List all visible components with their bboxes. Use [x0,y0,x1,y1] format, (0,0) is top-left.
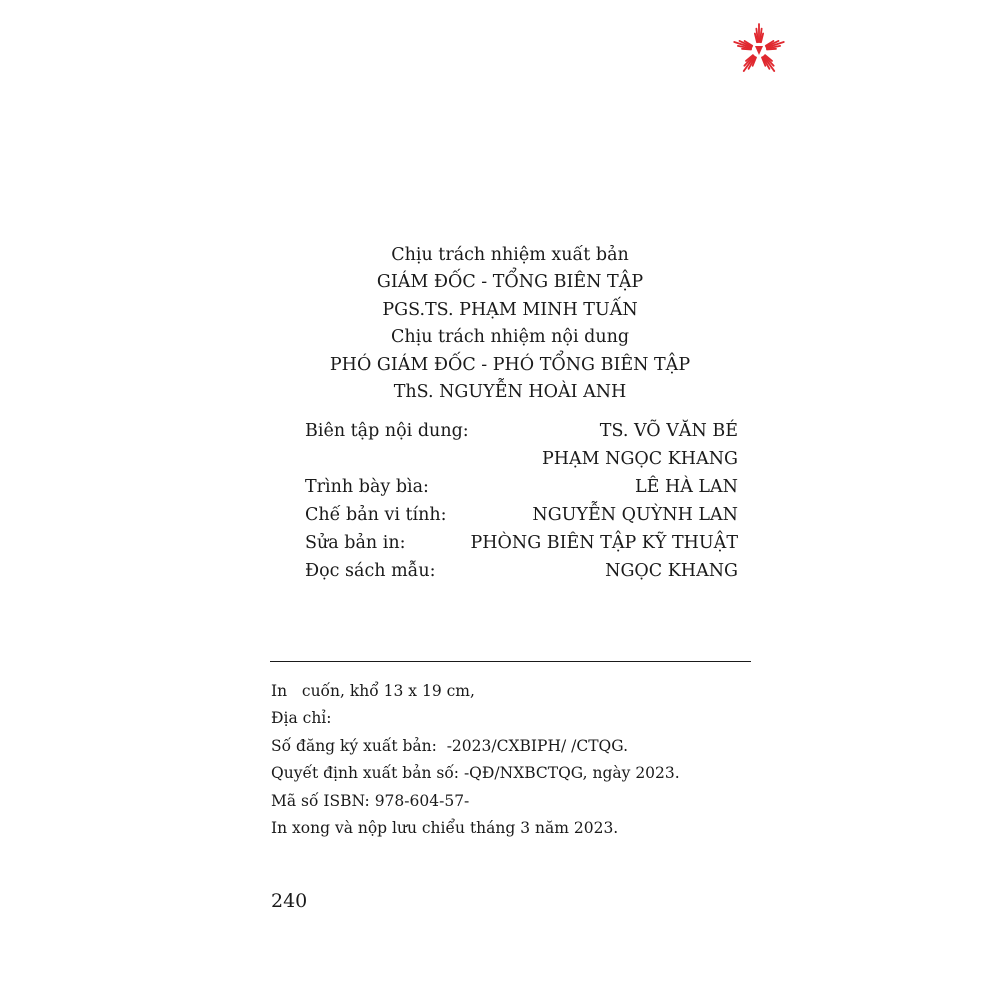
credit-row [305,557,738,585]
credit-role: Chế bản vi tính: [305,505,447,525]
deputy-director-title: PHÓ GIÁM ĐỐC - PHÓ TỔNG BIÊN TẬP [329,354,691,375]
publishing-responsibility-label: Chịu trách nhiệm xuất bản [391,245,629,265]
registration-number-line: Số đăng ký xuất bản: -2023/CXBIPH/ /CTQG. [271,736,628,755]
credit-name: TS. VÕ VĂN BÉ [599,421,738,441]
credits-list [305,417,738,585]
credit-row [305,473,738,501]
deputy-director-name: ThS. NGUYỄN HOÀI ANH [393,381,627,402]
credit-name: PHẠM NGỌC KHANG [541,449,738,469]
credit-name: LÊ HÀ LAN [635,477,738,497]
credit-row [305,417,738,445]
print-run-line: In cuốn, khổ 13 x 19 cm, [271,682,475,700]
responsibility-block [270,242,750,406]
director-title: GIÁM ĐỐC - TỔNG BIÊN TẬP [376,272,644,293]
emblem-ray [767,49,776,50]
credit-name: PHÒNG BIÊN TẬP KỸ THUẬT [470,533,738,553]
credit-row [305,529,738,557]
credit-row [305,501,738,529]
credit-role: Trình bày bìa: [305,477,429,497]
director-name: PGS.TS. PHẠM MINH TUẤN [382,299,638,320]
credit-name: NGỌC KHANG [605,561,738,581]
content-responsibility-label: Chịu trách nhiệm nội dung [390,327,630,348]
credit-role: Sửa bản in: [305,533,406,553]
credit-name: NGUYỄN QUỲNH LAN [532,505,738,525]
credit-role: Đọc sách mẫu: [305,561,436,581]
publisher-star-emblem-icon [729,22,789,78]
credit-role: Biên tập nội dung: [305,421,469,441]
address-line: Địa chỉ: [271,709,332,728]
legal-deposit-line: In xong và nộp lưu chiểu tháng 3 năm 2023. [271,818,619,837]
isbn-line: Mã số ISBN: 978-604-57- [271,791,470,810]
credit-row [305,445,738,473]
imprint-block [271,678,751,842]
publishing-decision-line: Quyết định xuất bản số: -QĐ/NXBCTQG, ngày 2023. [271,764,680,783]
section-divider [270,661,751,662]
page-number: 240 [271,890,308,912]
